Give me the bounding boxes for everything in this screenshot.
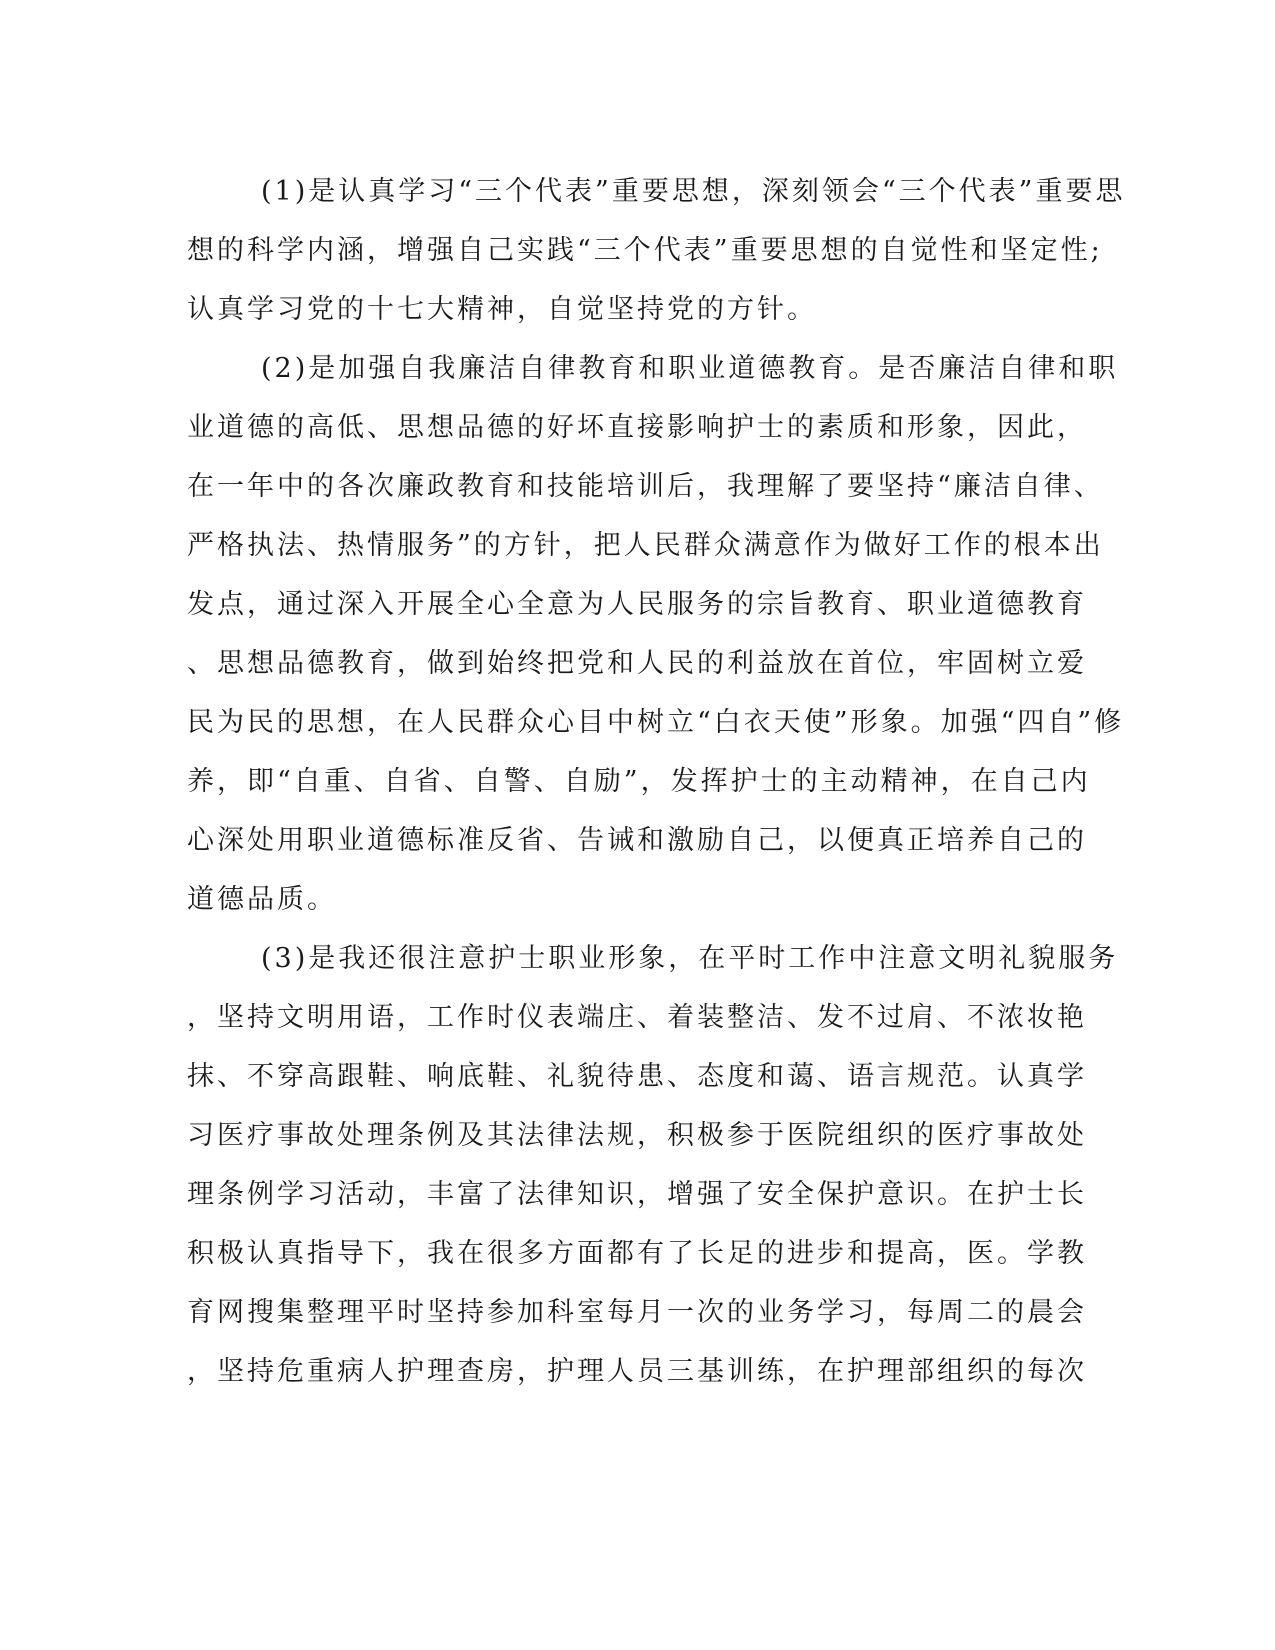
paragraph-3-line-6: 积极认真指导下，我在很多方面都有了长足的进步和提高，医。学教 — [187, 1238, 1087, 1269]
paragraph-2-line-9: 心深处用职业道德标准反省、告诫和激励自己，以便真正培养自己的 — [187, 825, 1087, 856]
paragraph-2-line-4: 严格执法、热情服务”的方针，把人民群众满意作为做好工作的根本出 — [187, 530, 1104, 561]
paragraph-1-line-3: 认真学习党的十七大精神，自觉坚持党的方针。 — [187, 294, 817, 325]
paragraph-3-line-1: (3)是我还很注意护士职业形象，在平时工作中注意文明礼貌服务 — [261, 943, 1119, 974]
paragraph-2-line-6: 、思想品德教育，做到始终把党和人民的利益放在首位，牢固树立爱 — [187, 648, 1087, 679]
paragraph-1-line-2: 想的科学内涵，增强自己实践“三个代表”重要思想的自觉性和坚定性; — [187, 235, 1103, 266]
paragraph-2-line-7: 民为民的思想，在人民群众心目中树立“白衣天使”形象。加强“四自”修 — [187, 707, 1125, 738]
paragraph-3-line-3: 抹、不穿高跟鞋、响底鞋、礼貌待患、态度和蔼、语言规范。认真学 — [187, 1061, 1087, 1092]
body-text — [187, 162, 1126, 1401]
paragraph-2-line-3: 在一年中的各次廉政教育和技能培训后，我理解了要坚持“廉洁自律、 — [187, 471, 1104, 502]
paragraph-3-line-2: ，坚持文明用语，工作时仪表端庄、着装整洁、发不过肩、不浓妆艳 — [187, 1002, 1087, 1033]
paragraph-3-line-7: 育网搜集整理平时坚持参加科室每月一次的业务学习，每周二的晨会 — [187, 1297, 1087, 1328]
paragraph-3-line-5: 理条例学习活动，丰富了法律知识，增强了安全保护意识。在护士长 — [187, 1179, 1087, 1210]
paragraph-2-line-1: (2)是加强自我廉洁自律教育和职业道德教育。是否廉洁自律和职 — [261, 353, 1119, 384]
paragraph-2-line-10: 道德品质。 — [187, 884, 337, 915]
paragraph-2-line-2: 业道德的高低、思想品德的好坏直接影响护士的素质和形象，因此， — [187, 412, 1087, 443]
paragraph-2-line-5: 发点，通过深入开展全心全意为人民服务的宗旨教育、职业道德教育 — [187, 589, 1087, 620]
paragraph-2-line-8: 养，即“自重、自省、自警、自励”，发挥护士的主动精神，在自己内 — [187, 766, 1091, 797]
paragraph-1-line-1: (1)是认真学习“三个代表”重要思想，深刻领会“三个代表”重要思 — [261, 176, 1126, 207]
paragraph-3-line-8: ，坚持危重病人护理查房，护理人员三基训练，在护理部组织的每次 — [187, 1356, 1087, 1387]
paragraph-3-line-4: 习医疗事故处理条例及其法律法规，积极参于医院组织的医疗事故处 — [187, 1120, 1087, 1151]
